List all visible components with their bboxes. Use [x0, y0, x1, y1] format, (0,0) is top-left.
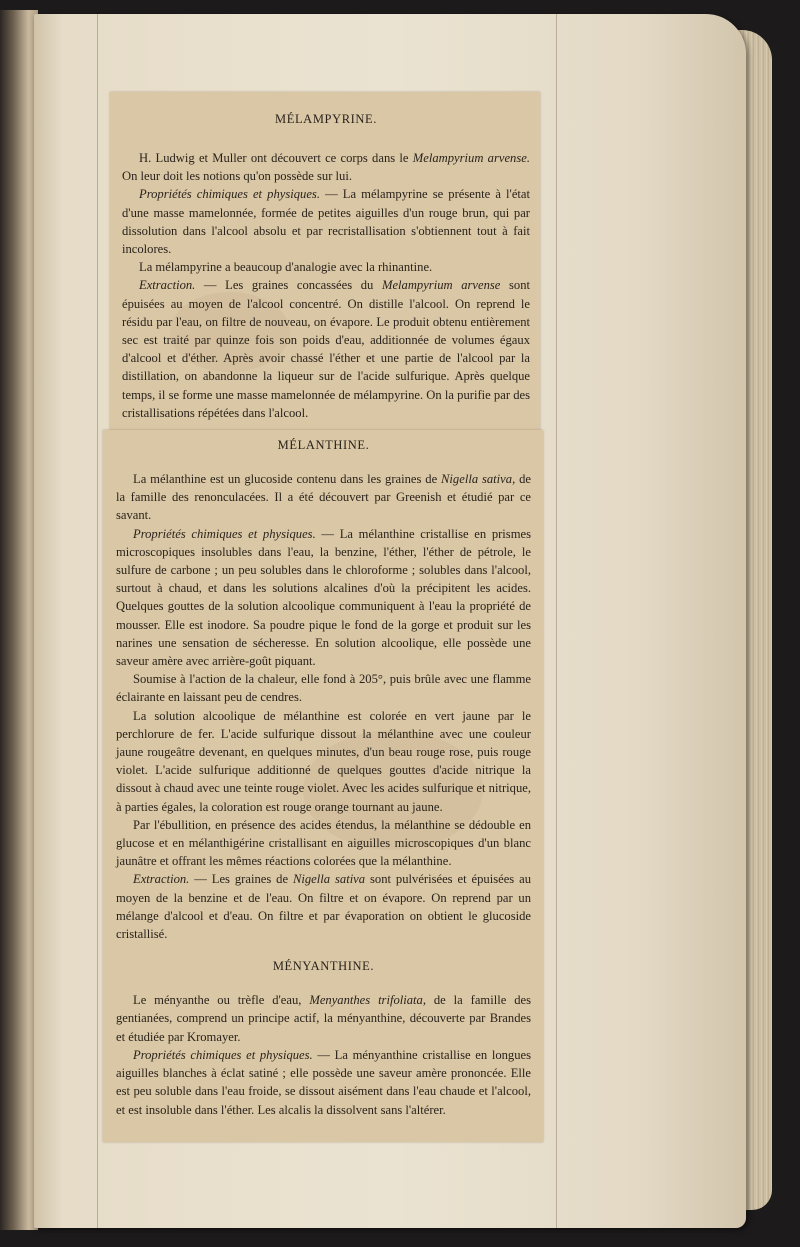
left-page-edge [0, 10, 38, 1230]
paragraph: La mélanthine est un glucoside contenu dans les graines de Nigella sativa, de la famille des renonculacées. Il a été découvert par Greenish et étudié par ce savant. [116, 472, 531, 523]
paragraph: Le ményanthe ou trèfle d'eau, Menyanthes trifoliata, de la famille des gentianées, comprend un principe actif, la ményanthine, découverte par Brandes et étudiée par Kromayer. [116, 993, 531, 1044]
paragraph: Soumise à l'action de la chaleur, elle fond à 205°, puis brûle avec une flamme éclairante en laissant peu de cendres. [116, 672, 531, 705]
margin-line-right [556, 14, 557, 1228]
paragraph: La solution alcoolique de mélanthine est colorée en vert jaune par le perchlorure de fer. L'acide sulfurique dissout la mélanthine avec une couleur jaune rougeâtre devenant, en quelques minutes, d'un beau rouge rose, puis rouge violet. L'acide sulfurique additionné de quelques gouttes d'acide nitrique la dissout à chaud avec une teinte rouge violet. Avec les acides sulfurique et nitrique, à parties égales, la coloration est rouge orange tournant au jaune. [116, 708, 531, 814]
paragraph: Propriétés chimiques et physiques. — La ményanthine cristallise en longues aiguilles blanches à éclat satiné ; elle possède une saveur amère prononcée. Elle est peu soluble dans l'eau froide, se dissout aisément dans l'eau chaude et l'alcool, et est insoluble dans l'éther. Les alcalis la dissolvent sans l'altérer. [116, 1047, 531, 1117]
paragraph: Propriétés chimiques et physiques. — La mélampyrine se présente à l'état d'une masse mamelonnée, formée de petites aiguilles d'un rouge brun, qui par dissolution dans l'alcool absolu et par recristallisation s'obtiennent tout à fait incolores. [122, 187, 530, 257]
paragraph: Extraction. — Les graines de Nigella sativa sont pulvérisées et épuisées au moyen de la benzine et de l'eau. On filtre et on évapore. On reprend par un mélange d'alcool et d'eau. On filtre et par évaporation on obtient le glucoside cristallisé. [116, 872, 531, 942]
paragraph: H. Ludwig et Muller ont découvert ce corps dans le Melampyrium arvense. On leur doit les notions qu'on possède sur lui. [122, 151, 530, 184]
margin-line-left [97, 14, 98, 1228]
paragraph: Par l'ébullition, en présence des acides étendus, la mélanthine se dédouble en glucose et en mélanthigérine cristallisant en aiguilles microscopiques d'un blanc jaunâtre et offrant les mêmes réactions colorées que la mélanthine. [116, 817, 531, 869]
heading-melampyrine: MÉLAMPYRINE. [275, 112, 377, 126]
clipping-melanthine-menyanthine [103, 430, 543, 1142]
heading-menyanthine: MÉNYANTHINE. [272, 959, 375, 974]
paragraph: Propriétés chimiques et physiques. — La mélanthine cristallise en prismes microscopiques insolubles dans l'eau, la benzine, l'éther, l'éther de pétrole, le sulfure de carbone ; un peu solubles dans le chloroforme ; solubles dans l'alcool, surtout à chaud, et dans les solutions alcalines d'où la précipitent les acides. Quelques gouttes de la solution alcoolique communiquent à l'eau la propriété de mousser. Elle est inodore. Sa poudre pique le fond de la gorge et produit sur les narines une sensation de sécheresse. En solution alcoolique, elle possède une saveur amère avec arrière-goût piquant. [116, 526, 531, 669]
clipping-melampyrine [110, 92, 540, 430]
paragraph: Extraction. — Les graines concassées du Melampyrium arvense sont épuisées au moyen de l'alcool concentré. On distille l'alcool. On reprend le résidu par l'eau, on filtre de nouveau, on évapore. Le produit obtenu entièrement sec est traité par quinze fois son poids d'eau, additionnée de volumes égaux d'alcool et d'éther. Après avoir chassé l'éther et une partie de l'alcool par la distillation, on abandonne la liqueur sur de l'acide sulfurique. Après quelque temps, il se forme une masse mamelonnée de mélampyrine. On la purifie par des cristallisations répétées dans l'alcool. [122, 278, 530, 420]
paragraph: La mélampyrine a beaucoup d'analogie avec la rhinantine. [139, 260, 433, 275]
heading-melanthine: MÉLANTHINE. [277, 438, 370, 452]
